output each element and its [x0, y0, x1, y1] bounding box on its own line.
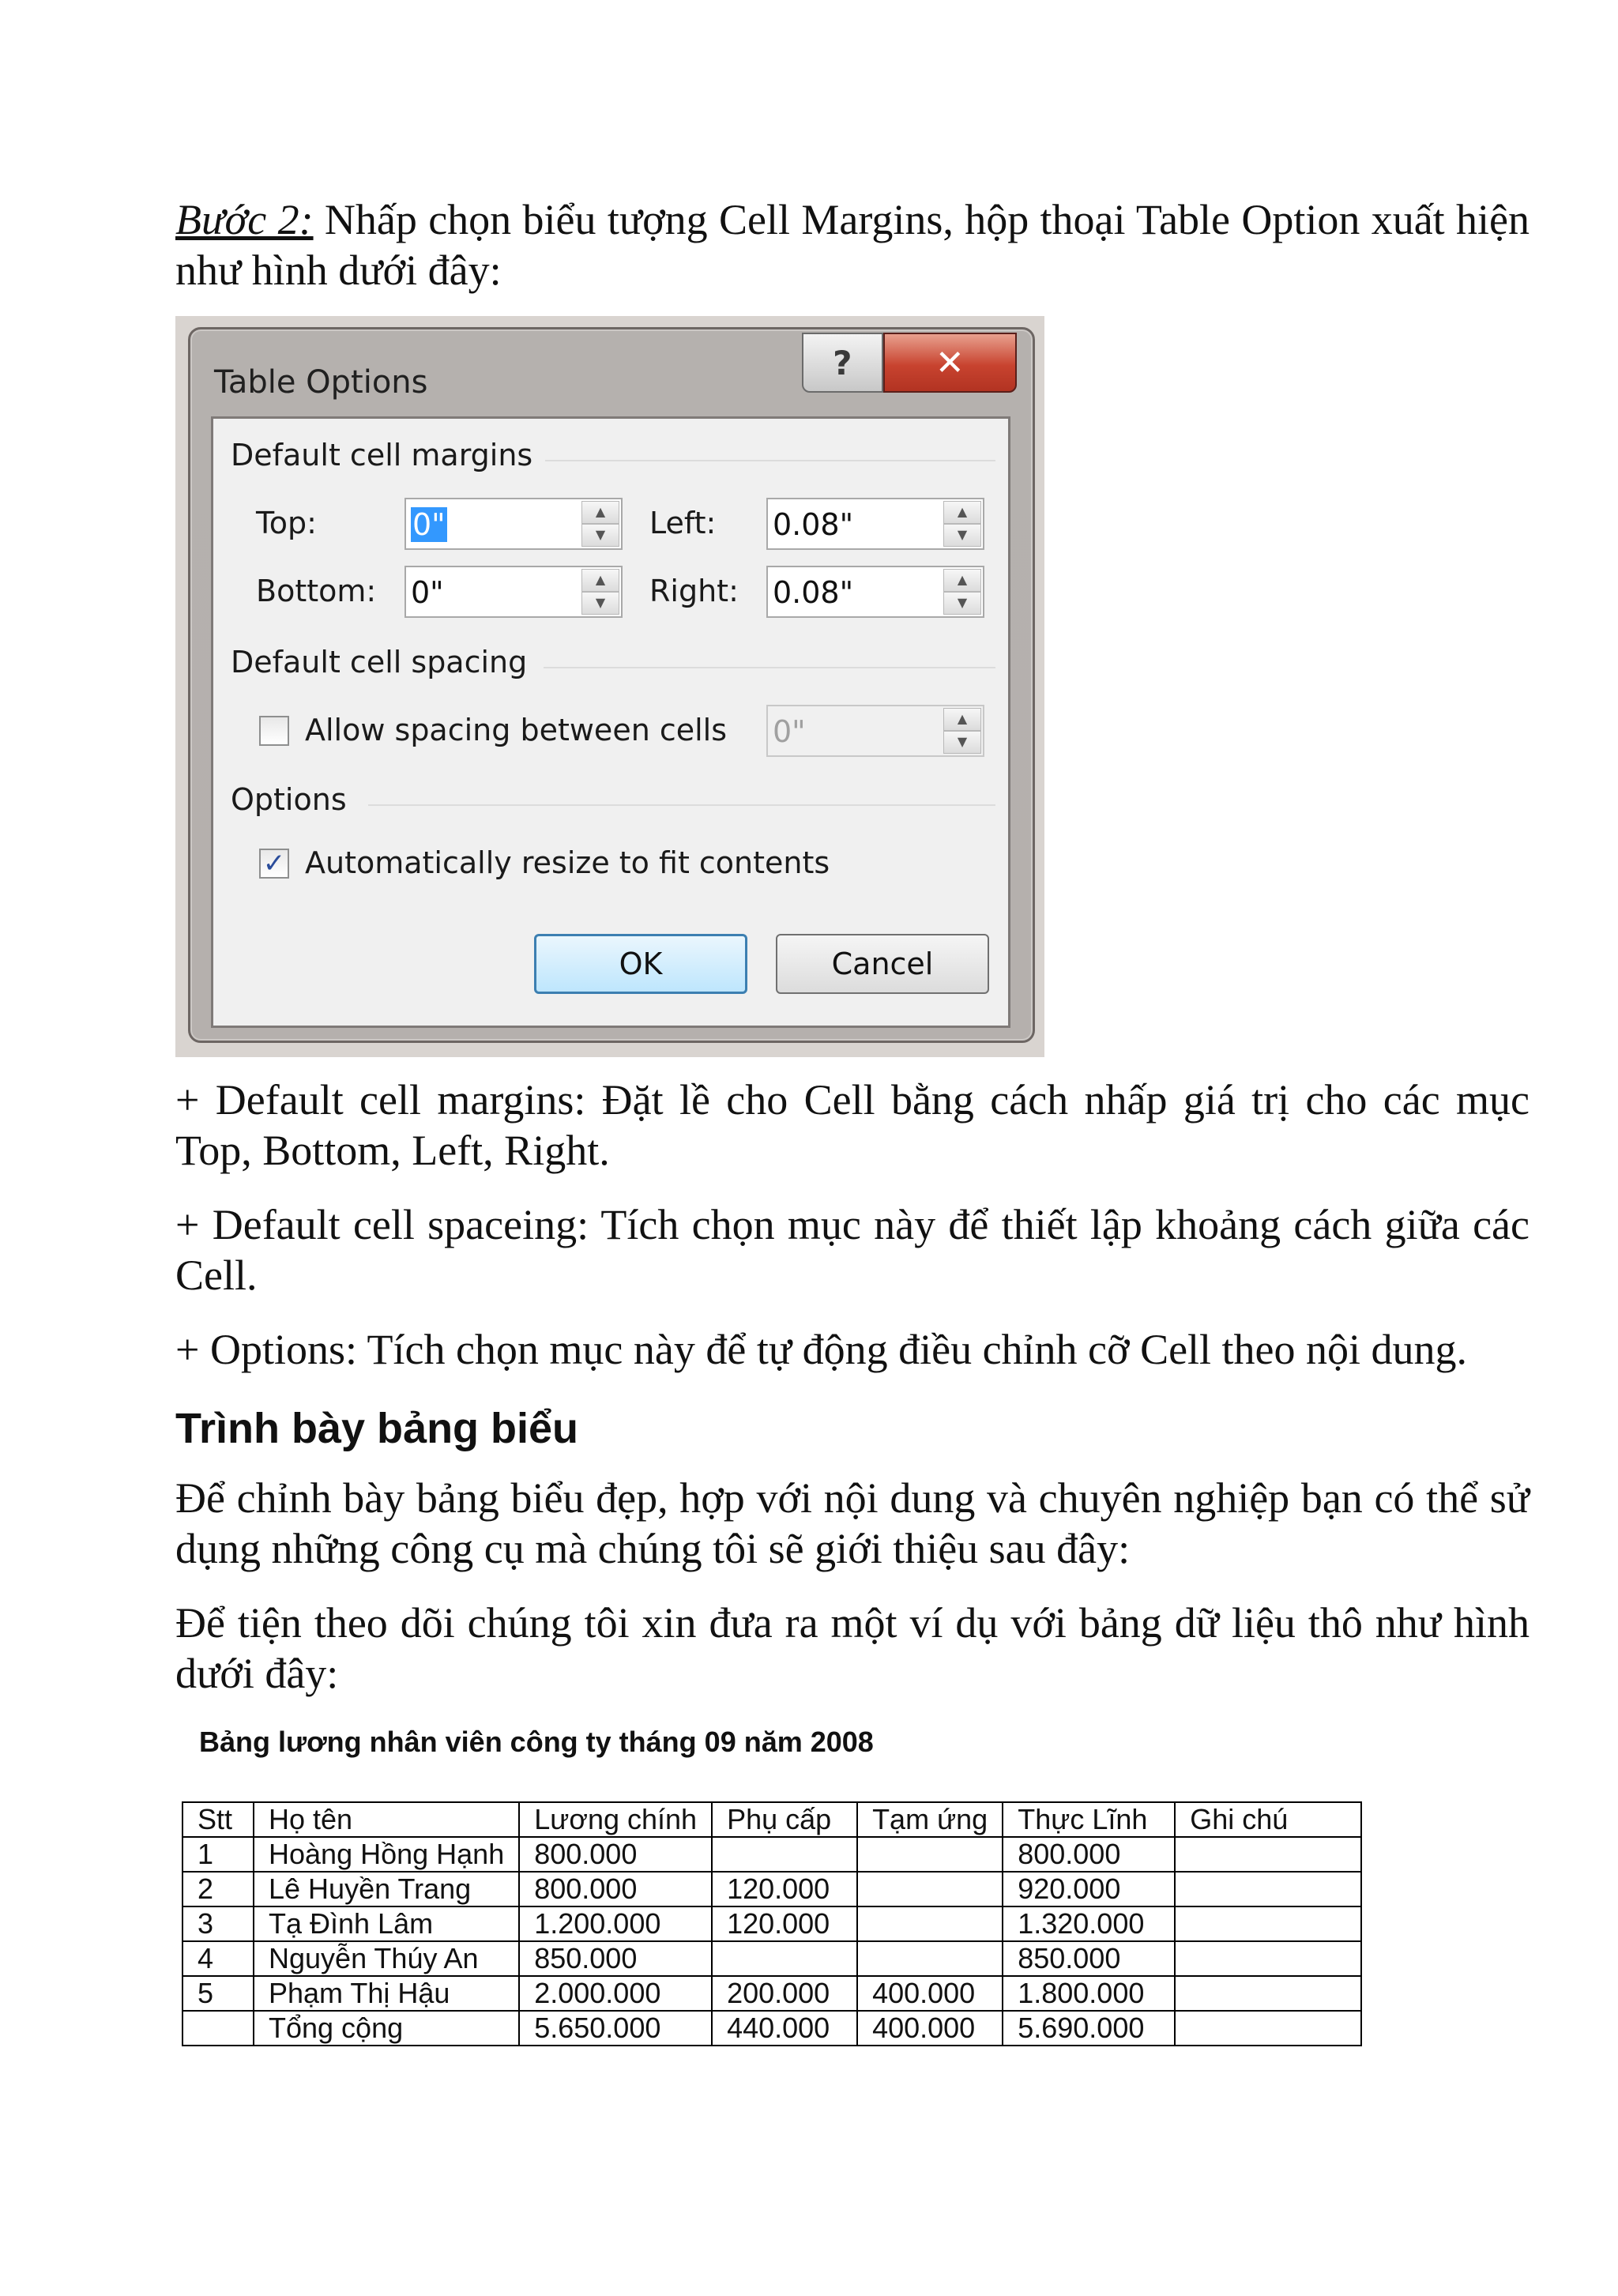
bullet-options: + Options: Tích chọn mục này để tự động điều chỉnh cỡ Cell theo nội dung.: [175, 1326, 1468, 1373]
header-advance: Tạm ứng: [857, 1802, 1003, 1837]
table-cell: [1175, 1872, 1361, 1906]
bottom-field[interactable]: [404, 566, 623, 618]
table-cell: 120.000: [712, 1872, 857, 1906]
table-cell: Hoàng Hồng Hạnh: [254, 1837, 519, 1872]
table-cell: [182, 2011, 254, 2046]
group-divider: [545, 460, 995, 461]
table-cell: Tổng cộng: [254, 2011, 519, 2046]
table-cell: 3: [182, 1906, 254, 1941]
table-cell: [1175, 1976, 1361, 2011]
close-icon: ✕: [935, 342, 965, 383]
left-field[interactable]: [766, 498, 984, 550]
paragraph-example: Để tiện theo dõi chúng tôi xin đưa ra một ví dụ với bảng dữ liệu thô như hình dưới đây:: [175, 1599, 1530, 1697]
table-cell: [1175, 1941, 1361, 1976]
bottom-value: 0": [411, 575, 444, 610]
ok-button[interactable]: OK: [534, 934, 747, 994]
header-stt: Stt: [182, 1802, 254, 1837]
spin-up-icon[interactable]: ▲: [943, 569, 981, 592]
table-cell: [1175, 1837, 1361, 1872]
allow-spacing-label[interactable]: Allow spacing between cells: [305, 713, 728, 747]
spin-down-icon[interactable]: ▼: [943, 592, 981, 615]
table-cell: [857, 1837, 1003, 1872]
close-button[interactable]: [883, 333, 1018, 393]
header-net-pay: Thực Lĩnh: [1003, 1802, 1175, 1837]
spin-down-icon[interactable]: ▼: [943, 524, 981, 547]
step-label: Bước 2:: [175, 196, 314, 243]
table-cell: 440.000: [712, 2011, 857, 2046]
bullet-margins: + Default cell margins: Đặt lề cho Cell bằng cách nhấp giá trị cho các mục Top, Bottom, Left, Right.: [175, 1076, 1530, 1174]
table-cell: 200.000: [712, 1976, 857, 2011]
table-cell: 400.000: [857, 1976, 1003, 2011]
salary-table: [182, 1801, 1362, 2046]
header-allowance: Phụ cấp: [712, 1802, 857, 1837]
left-value: 0.08": [773, 507, 854, 542]
auto-resize-label[interactable]: Automatically resize to fit contents: [305, 845, 830, 880]
table-title: Bảng lương nhân viên công ty tháng 09 năm 2008: [199, 1726, 874, 1758]
table-total-row: [182, 2011, 1361, 2046]
top-field[interactable]: [404, 498, 623, 550]
section-heading: Trình bày bảng biểu: [175, 1405, 579, 1452]
allow-spacing-checkbox[interactable]: [259, 716, 289, 746]
header-base-salary: Lương chính: [519, 1802, 712, 1837]
group-divider: [544, 667, 995, 668]
spacing-group-label: Default cell spacing: [231, 645, 528, 679]
table-cell: [1175, 1906, 1361, 1941]
spacing-value: 0": [773, 714, 806, 749]
bottom-label: Bottom:: [256, 574, 377, 608]
right-label: Right:: [649, 574, 739, 608]
spin-up-icon[interactable]: ▲: [581, 501, 619, 524]
top-spinner[interactable]: [581, 501, 619, 547]
table-cell: 800.000: [519, 1837, 712, 1872]
table-cell: 4: [182, 1941, 254, 1976]
table-cell: [857, 1872, 1003, 1906]
spacing-spinner: [943, 708, 981, 754]
table-cell: Phạm Thị Hậu: [254, 1976, 519, 2011]
right-field[interactable]: [766, 566, 984, 618]
table-cell: 120.000: [712, 1906, 857, 1941]
group-divider: [368, 804, 995, 806]
help-icon: ?: [833, 343, 852, 382]
table-row: [182, 1941, 1361, 1976]
table-cell: [1175, 2011, 1361, 2046]
table-cell: Lê Huyền Trang: [254, 1872, 519, 1906]
table-cell: 2: [182, 1872, 254, 1906]
spacing-field: [766, 705, 984, 757]
help-button[interactable]: [802, 333, 883, 393]
top-label: Top:: [256, 506, 317, 540]
bullet-spacing: + Default cell spaceing: Tích chọn mục này để thiết lập khoảng cách giữa các Cell.: [175, 1201, 1530, 1299]
table-cell: 1.320.000: [1003, 1906, 1175, 1941]
spin-down-icon[interactable]: ▼: [581, 592, 619, 615]
options-group-label: Options: [231, 782, 347, 817]
table-cell: 2.000.000: [519, 1976, 712, 2011]
table-cell: Nguyễn Thúy An: [254, 1941, 519, 1976]
table-row: [182, 1976, 1361, 2011]
intro-paragraph: [175, 194, 1530, 295]
left-label: Left:: [649, 506, 717, 540]
table-options-dialog: [188, 327, 1035, 1043]
header-notes: Ghi chú: [1175, 1802, 1361, 1837]
header-name: Họ tên: [254, 1802, 519, 1837]
table-options-screenshot: [175, 316, 1044, 1057]
auto-resize-checkbox[interactable]: [259, 849, 289, 879]
table-row: [182, 1906, 1361, 1941]
table-cell: 800.000: [1003, 1837, 1175, 1872]
table-cell: 400.000: [857, 2011, 1003, 2046]
table-cell: 800.000: [519, 1872, 712, 1906]
table-cell: [712, 1941, 857, 1976]
check-icon: ✓: [262, 848, 286, 879]
right-value: 0.08": [773, 575, 854, 610]
table-cell: 1.200.000: [519, 1906, 712, 1941]
table-cell: 5.650.000: [519, 2011, 712, 2046]
spin-up-icon[interactable]: ▲: [943, 501, 981, 524]
spin-up-icon: ▲: [943, 708, 981, 731]
table-row: [182, 1872, 1361, 1906]
spin-down-icon: ▼: [943, 731, 981, 754]
table-cell: 850.000: [519, 1941, 712, 1976]
title-bar-buttons: [802, 333, 1017, 394]
left-spinner[interactable]: [943, 501, 981, 547]
right-spinner[interactable]: [943, 569, 981, 615]
table-cell: 1.800.000: [1003, 1976, 1175, 2011]
table-cell: 850.000: [1003, 1941, 1175, 1976]
dialog-body: [211, 416, 1010, 1028]
table-header-row: [182, 1802, 1361, 1837]
paragraph-tools: Để chỉnh bày bảng biểu đẹp, hợp với nội dung và chuyên nghiệp bạn có thể sử dụng những công cụ mà chúng tôi sẽ giới thiệu sau đây:: [175, 1474, 1530, 1572]
bottom-spinner[interactable]: [581, 569, 619, 615]
table-cell: [857, 1906, 1003, 1941]
margins-group-label: Default cell margins: [231, 438, 533, 472]
cancel-button[interactable]: Cancel: [776, 934, 989, 994]
step-text: Nhấp chọn biểu tượng Cell Margins, hộp thoại Table Option xuất hiện như hình dưới đây:: [175, 196, 1530, 294]
top-value: 0": [412, 507, 446, 542]
spin-up-icon[interactable]: ▲: [581, 569, 619, 592]
table-cell: [857, 1941, 1003, 1976]
dialog-title: Table Options: [214, 364, 428, 401]
table-row: [182, 1837, 1361, 1872]
spin-down-icon[interactable]: ▼: [581, 524, 619, 547]
table-cell: 5.690.000: [1003, 2011, 1175, 2046]
table-cell: Tạ Đình Lâm: [254, 1906, 519, 1941]
table-cell: 1: [182, 1837, 254, 1872]
table-cell: 5: [182, 1976, 254, 2011]
table-cell: 920.000: [1003, 1872, 1175, 1906]
table-cell: [712, 1837, 857, 1872]
